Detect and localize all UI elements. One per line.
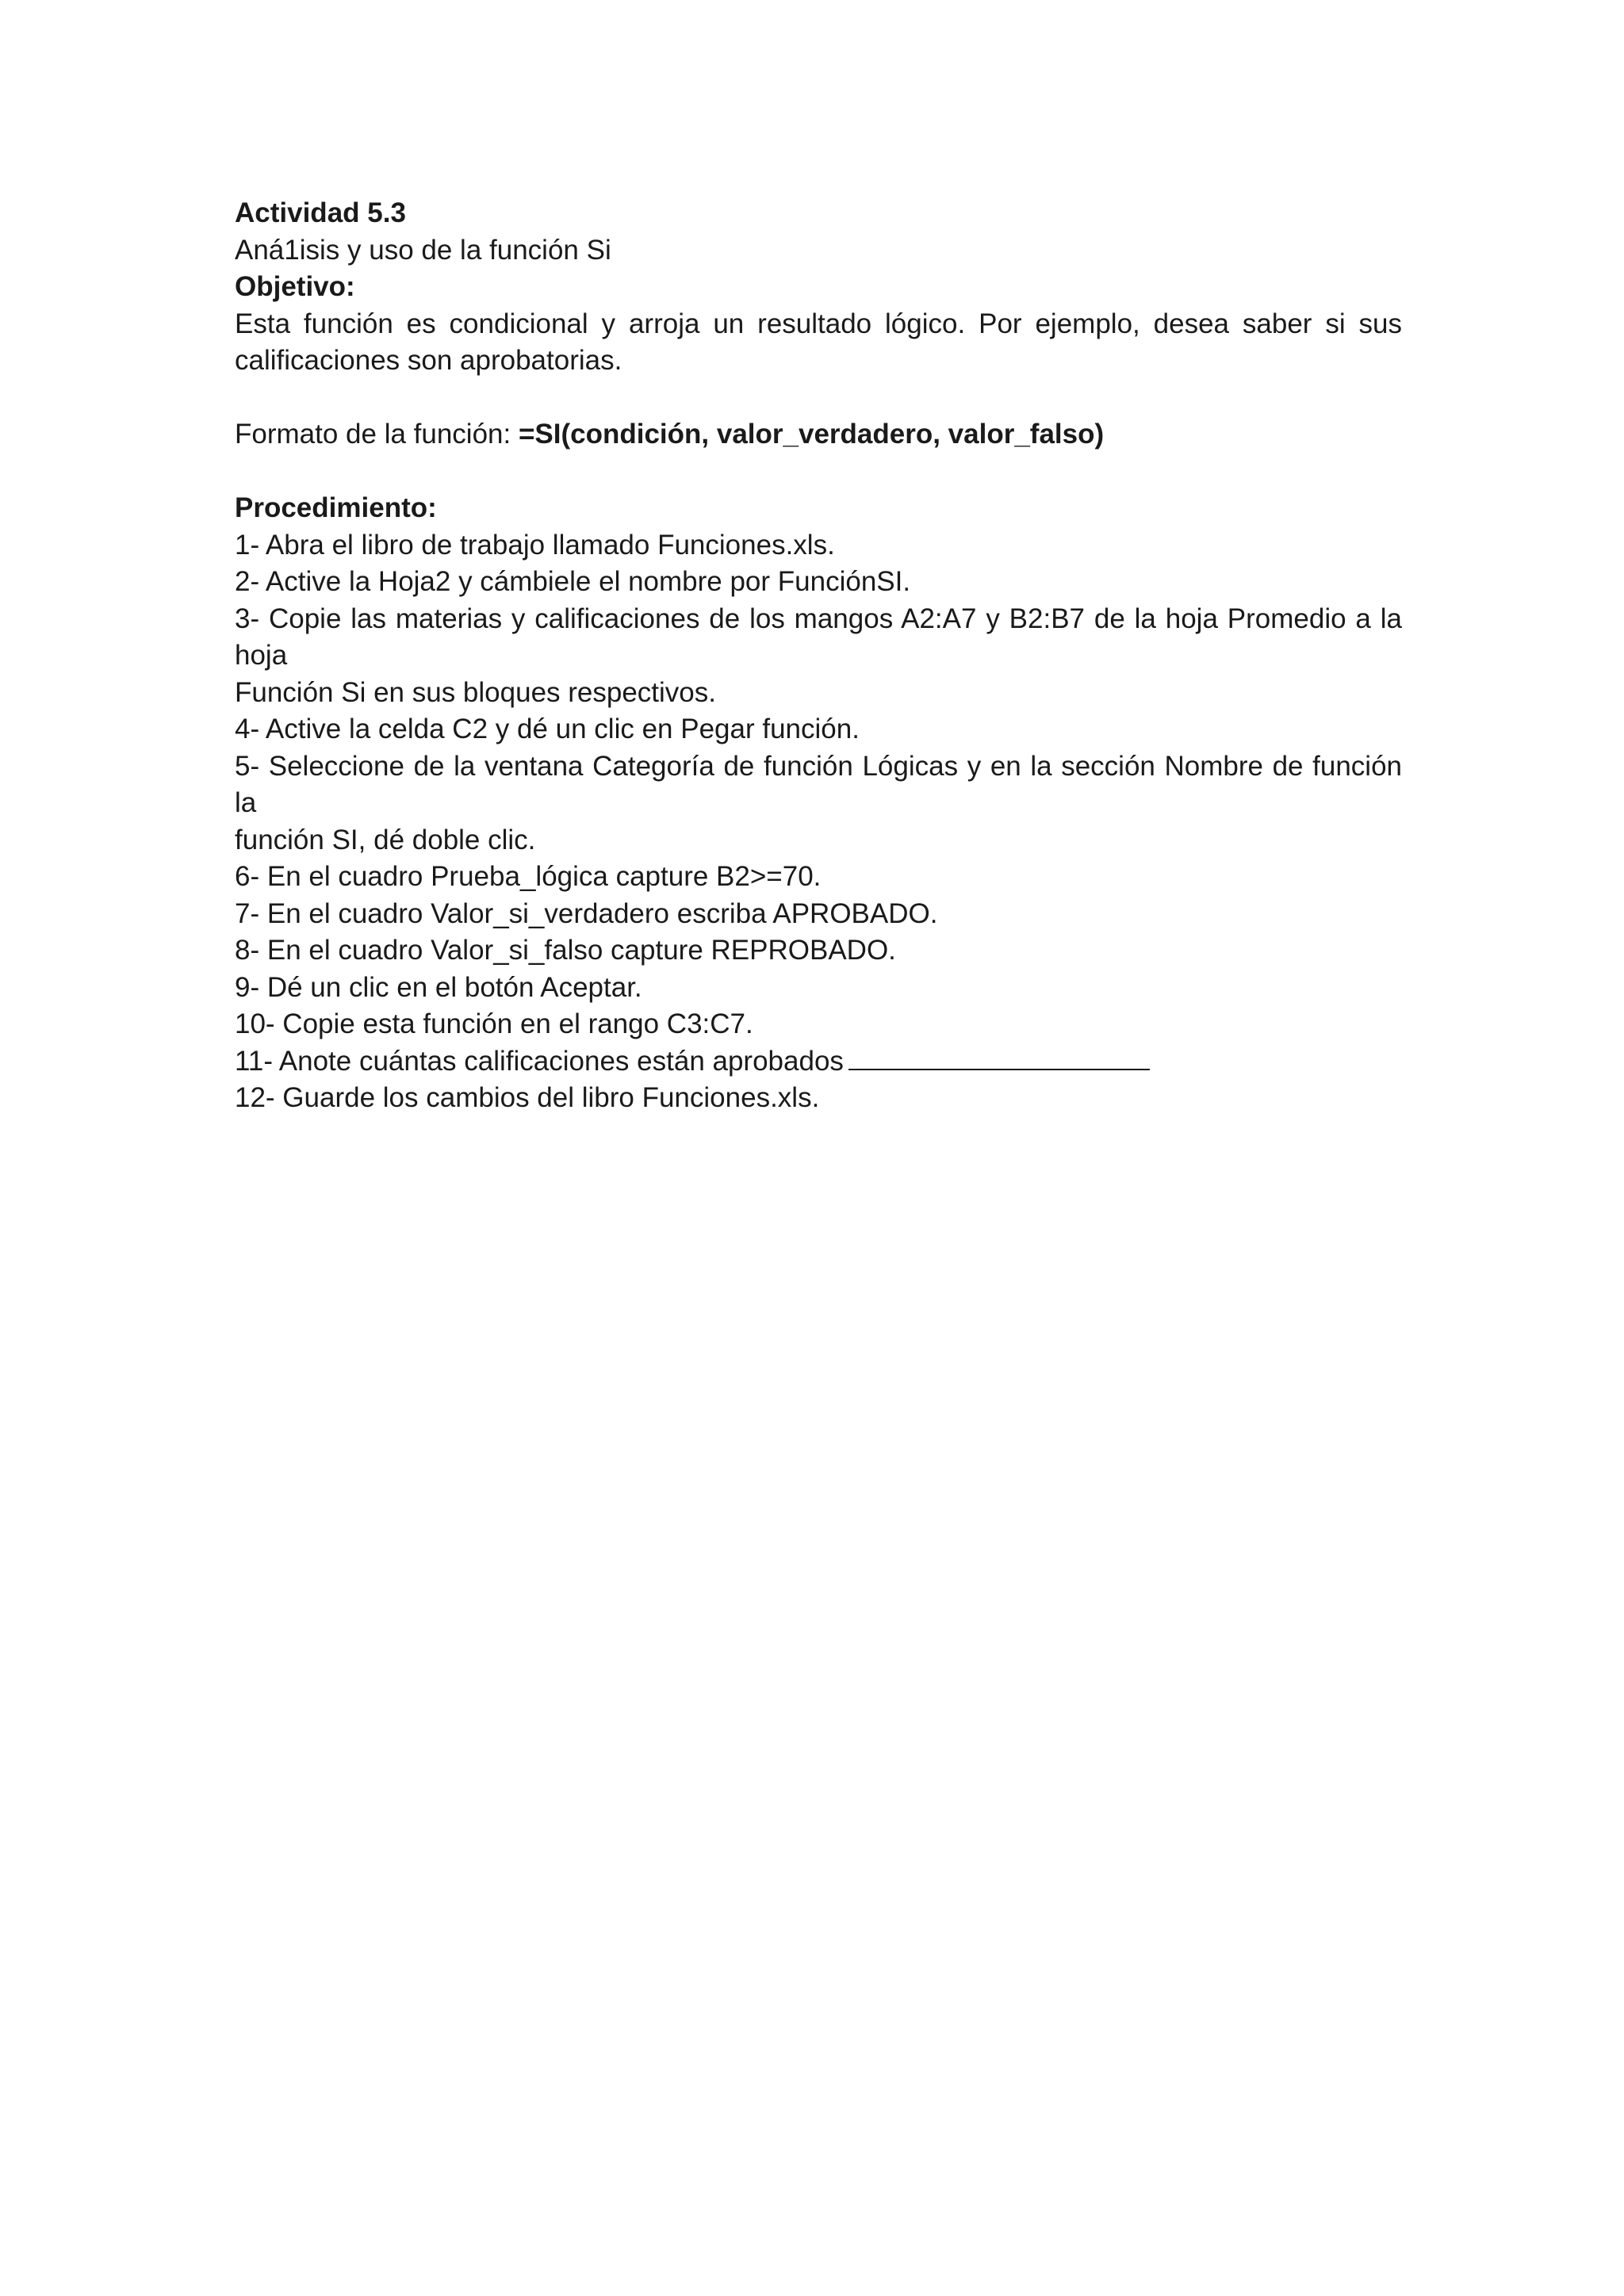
procedure-step-with-blank bbox=[235, 1043, 1402, 1081]
procedure-step: función SI, dé doble clic. bbox=[235, 824, 536, 855]
spacer bbox=[235, 453, 1402, 491]
function-format-value: =SI(condición, valor_verdadero, valor_falso) bbox=[518, 419, 1105, 450]
answer-blank[interactable] bbox=[848, 1045, 1150, 1070]
procedure-step: 6- En el cuadro Prueba_lógica capture B2>=70. bbox=[235, 861, 822, 892]
procedure-step: 9- Dé un clic en el botón Aceptar. bbox=[235, 971, 642, 1003]
document-content bbox=[235, 195, 1402, 1117]
procedure-step: 1- Abra el libro de trabajo llamado Funciones.xls. bbox=[235, 529, 835, 561]
objective-text-line-2: calificaciones son aprobatorias. bbox=[235, 345, 622, 376]
procedure-step: 5- Seleccione de la ventana Categoría de función Lógicas y en la sección Nombre de función la bbox=[235, 750, 1402, 818]
objective-text-line-1: Esta función es condicional y arroja un resultado lógico. Por ejemplo, desea saber si sus bbox=[235, 308, 1402, 339]
procedure-step: 7- En el cuadro Valor_si_verdadero escriba APROBADO. bbox=[235, 897, 938, 929]
function-format bbox=[235, 416, 1402, 453]
spacer bbox=[235, 380, 1402, 417]
activity-subtitle: Aná1isis y uso de la función Si bbox=[235, 234, 611, 266]
procedure-step-text: 11- Anote cuántas calificaciones están aprobados bbox=[235, 1045, 844, 1077]
procedure-heading: Procedimiento: bbox=[235, 492, 437, 523]
procedure-step: 3- Copie las materias y calificaciones de los mangos A2:A7 y B2:B7 de la hoja Promedio a la hoja bbox=[235, 603, 1402, 671]
function-format-label: Formato de la función: bbox=[235, 419, 519, 450]
procedure-step: 12- Guarde los cambios del libro Funciones.xls. bbox=[235, 1082, 820, 1113]
procedure-step: Función Si en sus bloques respectivos. bbox=[235, 676, 716, 708]
objective-heading: Objetivo: bbox=[235, 271, 355, 302]
activity-title: Actividad 5.3 bbox=[235, 197, 406, 228]
procedure-steps bbox=[235, 527, 1402, 1117]
procedure-step: 8- En el cuadro Valor_si_falso capture REPROBADO. bbox=[235, 935, 896, 966]
procedure-step: 2- Active la Hoja2 y cámbiele el nombre por FunciónSI. bbox=[235, 566, 911, 597]
procedure-step: 4- Active la celda C2 y dé un clic en Pegar función. bbox=[235, 714, 860, 744]
procedure-step: 10- Copie esta función en el rango C3:C7. bbox=[235, 1008, 753, 1039]
